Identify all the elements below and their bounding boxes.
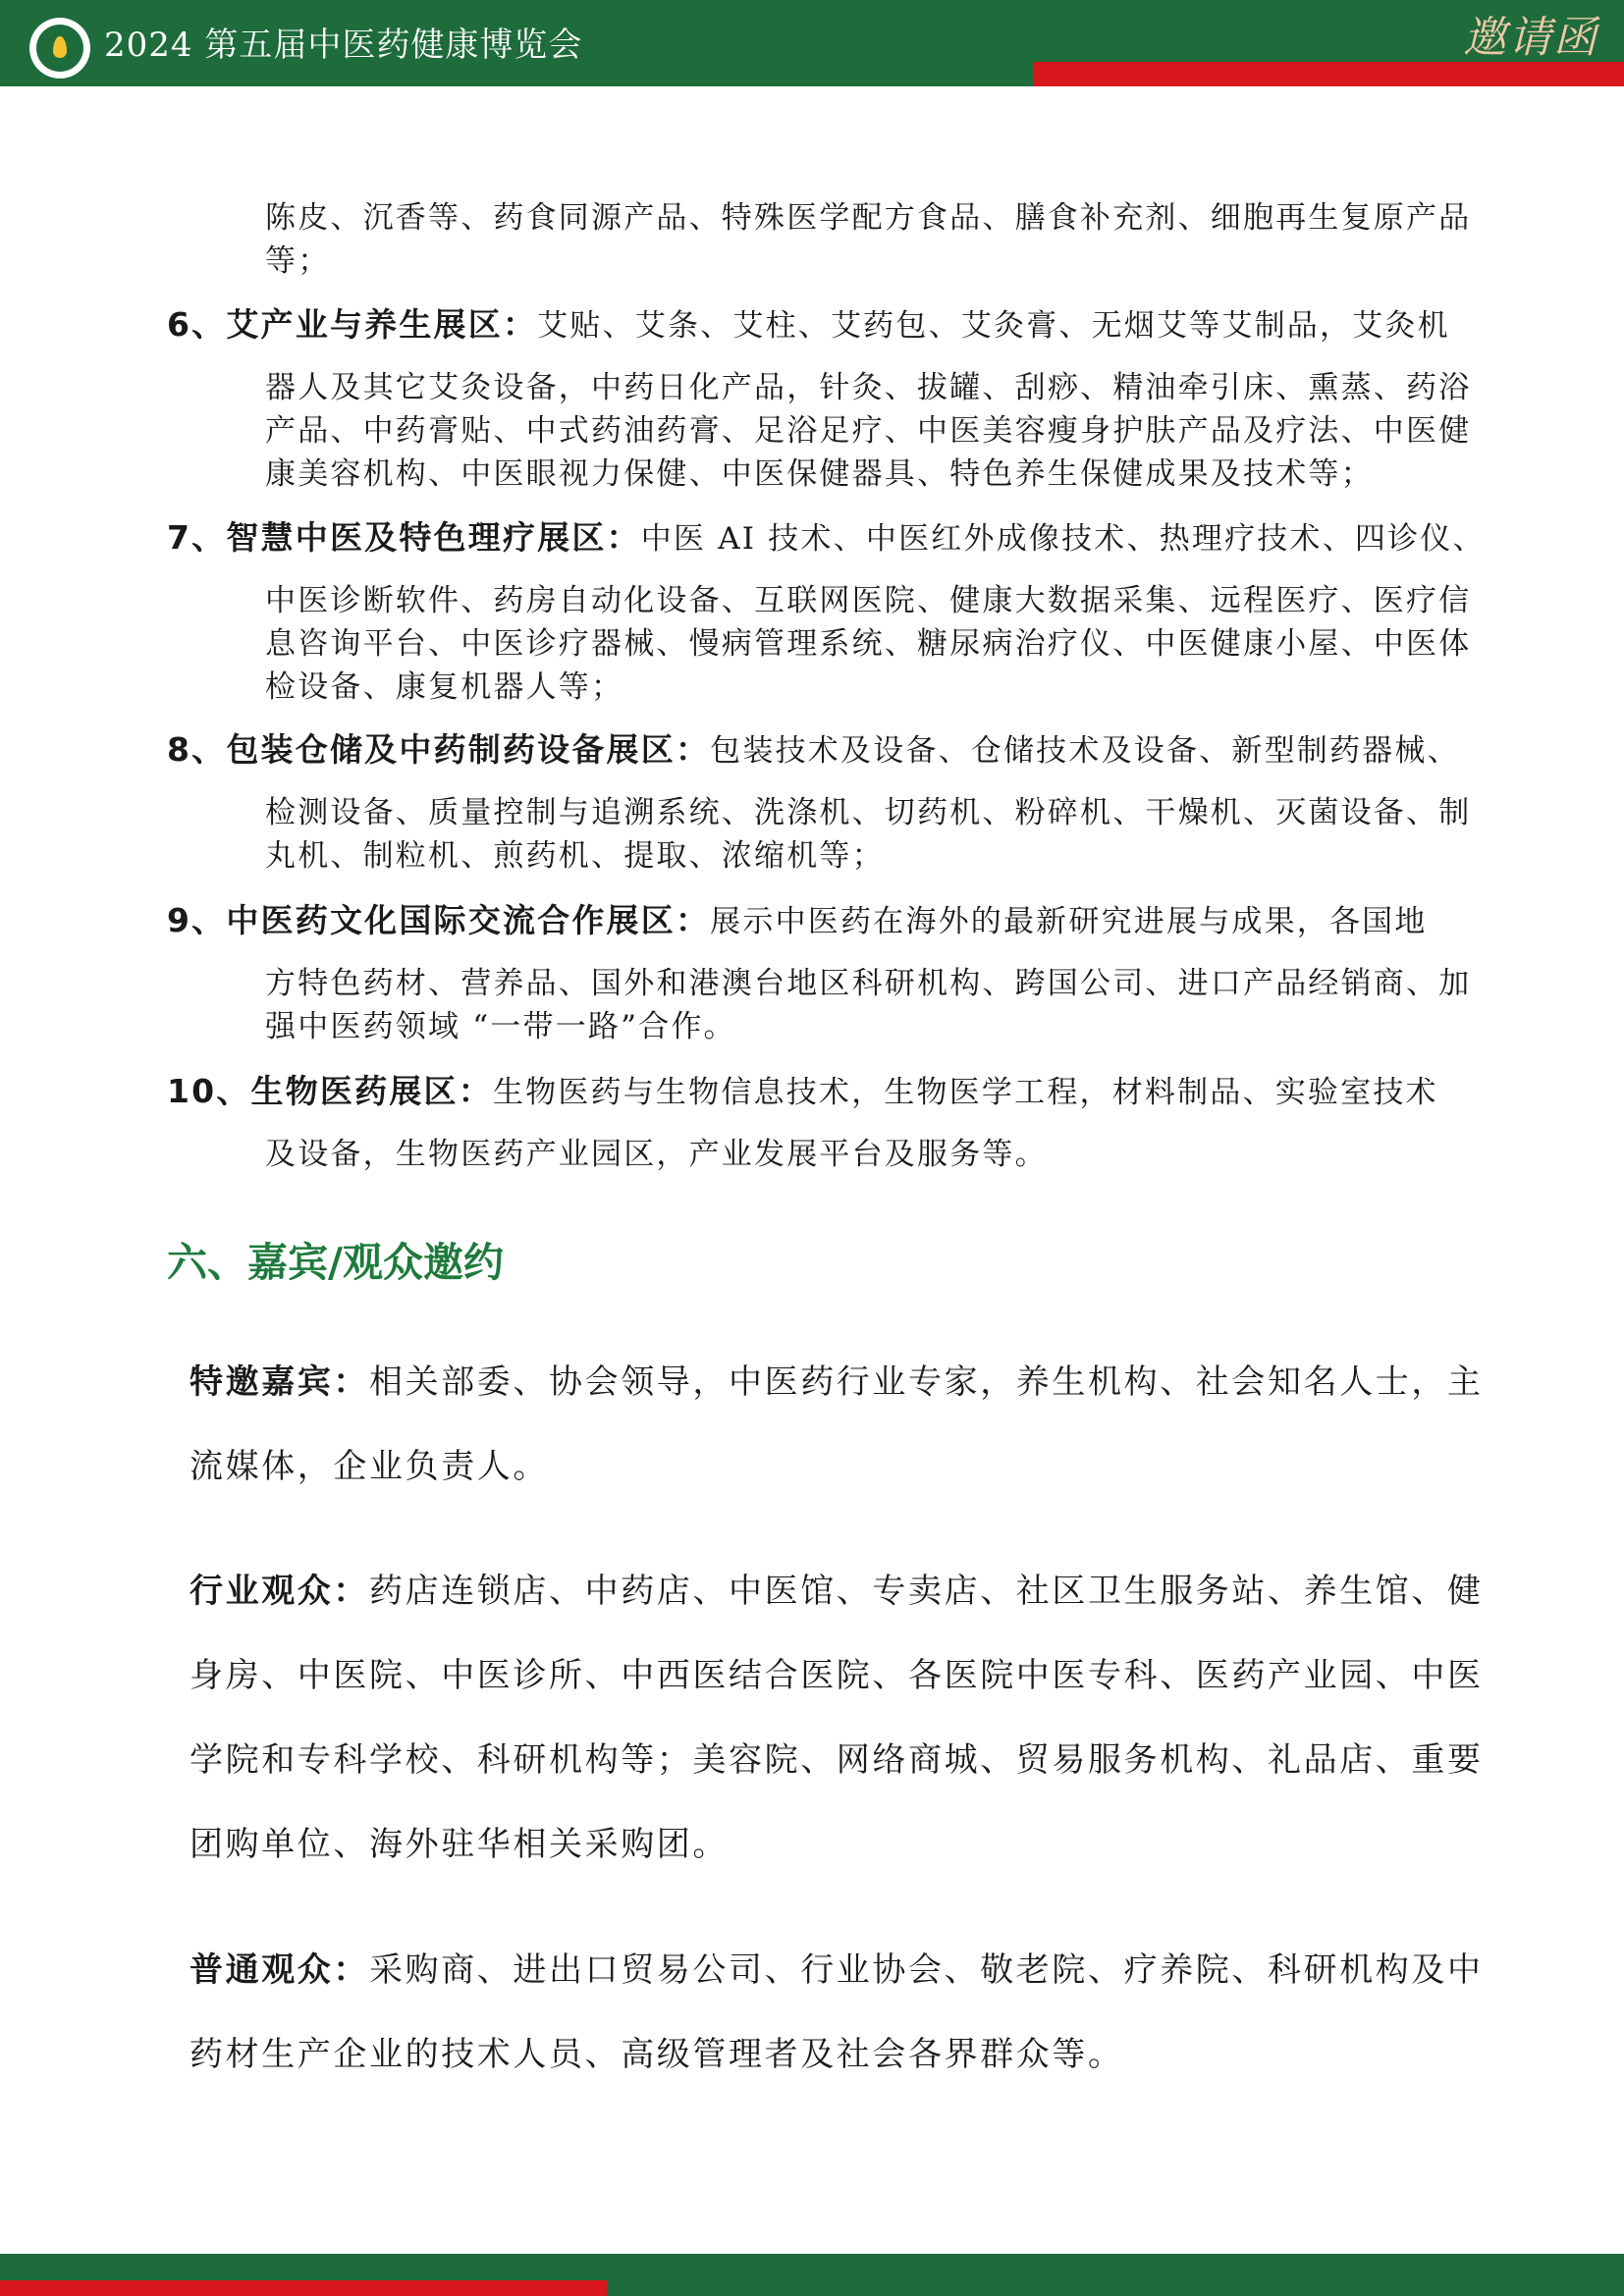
zone-item-title: 10、生物医药展区：	[167, 1072, 493, 1110]
header-accent-bar	[1033, 62, 1624, 86]
zone-item-9	[167, 899, 1483, 1048]
zone-item-title: 8、包装仓储及中药制药设备展区：	[167, 730, 711, 769]
zone-item-rest: 检测设备、质量控制与追溯系统、洗涤机、切药机、粉碎机、干燥机、灭菌设备、制丸机、制粒机、煎药机、提取、浓缩机等；	[265, 795, 1472, 874]
zone-item-6	[167, 303, 1483, 496]
guest-paragraph-general	[189, 1928, 1486, 2097]
item-5-continuation: 陈皮、沉香等、药食同源产品、特殊医学配方食品、膳食补充剂、细胞再生复原产品等；	[265, 200, 1472, 279]
zone-item-first-line	[167, 1070, 1483, 1114]
paragraph-text: 采购商、进出口贸易公司、行业协会、敬老院、疗养院、科研机构及中药材生产企业的技术人员、高级管理者及社会各界群众等。	[189, 1950, 1484, 2074]
zone-item-rest: 及设备，生物医药产业园区，产业发展平台及服务等。	[265, 1137, 1048, 1172]
paragraph-text: 药店连锁店、中药店、中医馆、专卖店、社区卫生服务站、养生馆、健身房、中医院、中医诊所、中西医结合医院、各医院中医专科、医药产业园、中医学院和专科学校、科研机构等；美容院、网络商城、贸易服务机构、礼品店、重要团购单位、海外驻华相关采购团。	[189, 1572, 1484, 1864]
logo-inner-circle	[36, 25, 83, 72]
section-heading: 六、嘉宾/观众邀约	[167, 1239, 504, 1286]
zone-item-7	[167, 516, 1486, 709]
zone-item-first-line	[167, 899, 1483, 943]
zone-item-rest: 中医诊断软件、药房自动化设备、互联网医院、健康大数据采集、远程医疗、医疗信息咨询平台、中医诊疗器械、慢病管理系统、糖尿病治疗仪、中医健康小屋、中医体检设备、康复机器人等；	[265, 583, 1472, 705]
zone-item-10	[167, 1070, 1483, 1176]
logo-leaf-icon	[53, 36, 67, 58]
paragraph-label: 特邀嘉宾：	[189, 1362, 369, 1402]
paragraph-text: 相关部委、协会领导，中医药行业专家，养生机构、社会知名人士，主流媒体，企业负责人。	[189, 1362, 1484, 1486]
zone-item-8	[167, 728, 1483, 878]
paragraph-label: 普通观众：	[189, 1950, 369, 1990]
zone-item-first-text: 中医 AI 技术、中医红外成像技术、热理疗技术、四诊仪、	[640, 521, 1486, 557]
footer-accent-bar	[0, 2280, 607, 2296]
header-invitation-script: 邀请函	[1463, 13, 1598, 63]
zone-item-title: 9、中医药文化国际交流合作展区：	[167, 901, 711, 939]
zone-item-rest: 方特色药材、营养品、国外和港澳台地区科研机构、跨国公司、进口产品经销商、加强中医药领域 “一带一路”合作。	[265, 966, 1472, 1044]
zone-item-first-line	[167, 728, 1483, 773]
zone-item-rest: 器人及其它艾灸设备，中药日化产品，针灸、拔罐、刮痧、精油牵引床、熏蒸、药浴产品、中药膏贴、中式药油药膏、足浴足疗、中医美容瘦身护肤产品及疗法、中医健康美容机构、中医眼视力保健、中医保健器具、特色养生保健成果及技术等；	[265, 370, 1472, 492]
expo-logo-icon	[29, 18, 90, 79]
guest-paragraph-industry	[189, 1549, 1486, 1887]
header-title: 2024 第五届中医药健康博览会	[104, 26, 583, 65]
zone-item-first-line	[167, 516, 1486, 561]
zone-item-first-text: 生物医药与生物信息技术，生物医学工程，材料制品、实验室技术	[492, 1075, 1438, 1110]
zone-item-first-text: 展示中医药在海外的最新研究进展与成果，各国地	[710, 904, 1428, 939]
zone-item-title: 6、艾产业与养生展区：	[167, 305, 538, 344]
zone-item-title: 7、智慧中医及特色理疗展区：	[167, 518, 641, 557]
paragraph-label: 行业观众：	[189, 1572, 369, 1611]
zone-item-first-line	[167, 303, 1483, 347]
zone-item-first-text: 艾贴、艾条、艾柱、艾药包、艾灸膏、无烟艾等艾制品，艾灸机	[537, 308, 1450, 344]
zone-item-first-text: 包装技术及设备、仓储技术及设备、新型制药器械、	[710, 733, 1460, 769]
guest-paragraph-special	[189, 1340, 1486, 1509]
